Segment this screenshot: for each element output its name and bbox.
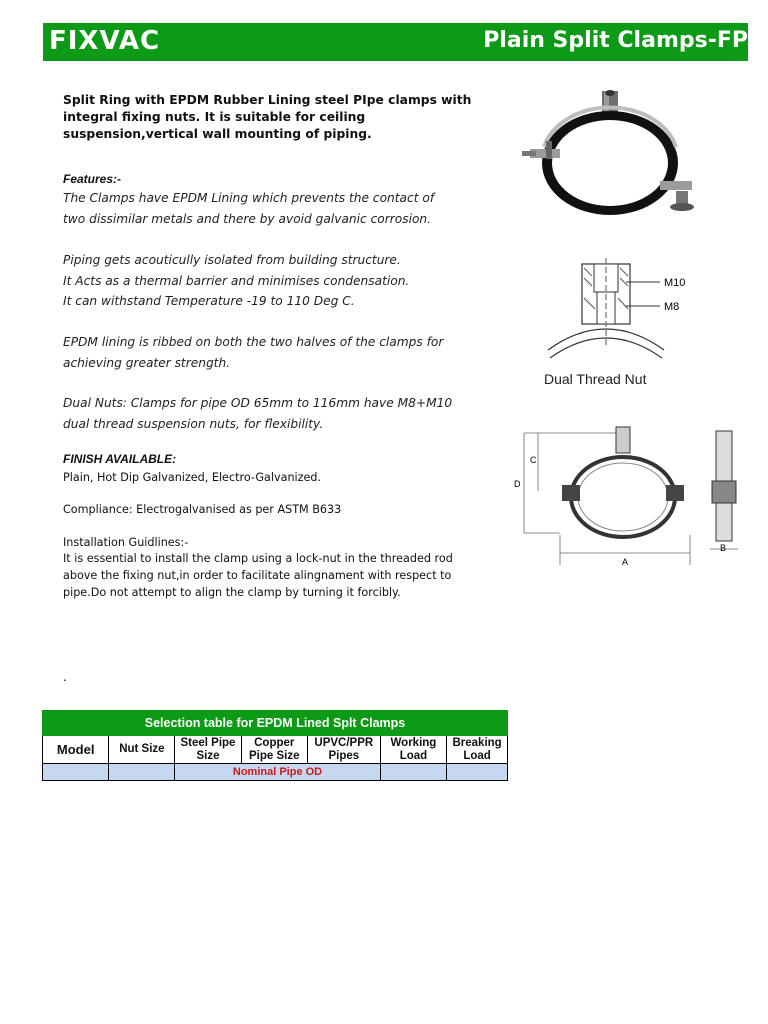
col-steel-pipe-size: Steel Pipe Size — [175, 736, 241, 764]
page-title: Plain Split Clamps-FP — [483, 28, 748, 53]
nominal-pipe-od-cell: Nominal Pipe OD — [175, 764, 380, 781]
table-cell — [43, 764, 109, 781]
text-line: The Clamps have EPDM Lining which prevents the contact of — [63, 191, 435, 205]
m10-label: M10 — [664, 277, 686, 289]
clamp-photo — [520, 85, 710, 233]
stray-dot: . — [63, 670, 67, 684]
col-model: Model — [43, 736, 109, 764]
finish-text: Plain, Hot Dip Galvanized, Electro-Galvanized. — [63, 471, 322, 484]
selection-table — [42, 710, 508, 781]
installation-text: It is essential to install the clamp using a lock-nut in the threaded rod above the fixing nut,in order to facilitate alingnament with respect to pipe.Do not attempt to align the clamp by turning it forcibly. — [63, 552, 453, 599]
brand-logo: FIXVAC — [49, 26, 161, 56]
table-cell — [380, 764, 447, 781]
col-nut-size: Nut Size — [109, 736, 175, 764]
text-line: Piping gets acouticully isolated from building structure. — [63, 253, 401, 267]
features-heading: Features:- — [63, 172, 122, 186]
intro-text: Split Ring with EPDM Rubber Lining steel PIpe clamps with integral fixing nuts. It is suitable for ceiling suspension,vertical wall mounting of piping. — [63, 93, 472, 141]
table-caption: Selection table for EPDM Lined Splt Clamps — [43, 711, 508, 736]
text-line: dual thread suspension nuts, for flexibility. — [63, 416, 324, 431]
dual-thread-nut-drawing — [540, 258, 710, 390]
m8-label: M8 — [664, 301, 680, 313]
installation-heading: Installation Guidlines:- — [63, 536, 189, 549]
table-cell — [109, 764, 175, 781]
features-para-3 — [63, 332, 483, 373]
table-header-row — [43, 736, 508, 764]
col-working-load: Working Load — [380, 736, 447, 764]
col-upvc-ppr-pipes: UPVC/PPR Pipes — [307, 736, 380, 764]
features-para-1 — [63, 188, 483, 229]
text-line: achieving greater strength. — [63, 355, 231, 370]
compliance-text: Compliance: Electrogalvanised as per ASTM B633 — [63, 503, 342, 516]
text-line: EPDM lining is ribbed on both the two halves of the clamps for — [63, 335, 444, 349]
col-copper-pipe-size: Copper Pipe Size — [241, 736, 307, 764]
dim-d-label: D — [514, 479, 521, 489]
header-bar — [43, 23, 748, 61]
dim-a-label: A — [622, 557, 629, 567]
table-row — [43, 764, 508, 781]
finish-heading: FINISH AVAILABLE: — [63, 452, 177, 466]
text-line: It Acts as a thermal barrier and minimises condensation. — [63, 273, 410, 288]
col-breaking-load: Breaking Load — [447, 736, 508, 764]
clamp-dimension-drawing — [510, 425, 750, 575]
dim-b-label: B — [720, 543, 727, 553]
table-cell — [447, 764, 508, 781]
features-para-4 — [63, 393, 483, 434]
text-line: two dissimilar metals and there by avoid galvanic corrosion. — [63, 211, 432, 226]
features-para-2 — [63, 250, 483, 312]
text-line: Dual Nuts: Clamps for pipe OD 65mm to 116mm have M8+M10 — [63, 396, 453, 410]
nut-caption: Dual Thread Nut — [544, 371, 647, 387]
dim-c-label: C — [530, 455, 537, 465]
text-line: It can withstand Temperature -19 to 110 Deg C. — [63, 294, 355, 308]
